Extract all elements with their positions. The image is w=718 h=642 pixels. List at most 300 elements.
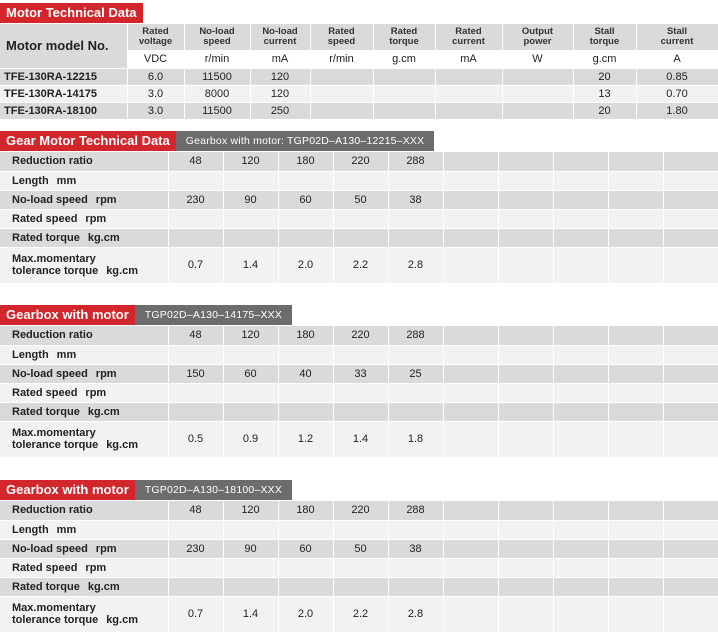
gear-value-cell: [608, 247, 663, 283]
gear-row-label: Length: [12, 174, 49, 187]
motor-model-cell: TFE-130RA-18100: [0, 102, 127, 119]
gear-value-cell: [498, 577, 553, 596]
gear-value-cell: [553, 152, 608, 171]
gear-value-cell: 50: [333, 539, 388, 558]
gear-row-label-cell: [0, 558, 168, 577]
gear-row-unit: kg.cm: [87, 405, 120, 418]
gear-row: [0, 364, 718, 383]
gear-value-cell: [388, 228, 443, 247]
gear-value-cell: [168, 558, 223, 577]
gear-value-cell: [388, 520, 443, 539]
gear-value-cell: [553, 383, 608, 402]
gear-value-cell: [498, 364, 553, 383]
gear-value-cell: [498, 383, 553, 402]
gear-row: [0, 152, 718, 171]
gear-value-cell: [333, 520, 388, 539]
gear-value-cell: [663, 345, 718, 364]
gear-value-cell: [278, 209, 333, 228]
gear-value-cell: 38: [388, 190, 443, 209]
gear-value-cell: 180: [278, 326, 333, 345]
gear-row-unit: kg.cm: [106, 614, 138, 626]
gear-value-cell: [663, 596, 718, 632]
gear-row-label-cell: [0, 402, 168, 421]
gear-value-cell: [498, 171, 553, 190]
gear-table: [0, 152, 718, 284]
gear-value-cell: 2.2: [333, 596, 388, 632]
gear-value-cell: [443, 209, 498, 228]
gear-value-cell: [553, 209, 608, 228]
gear-value-cell: [498, 596, 553, 632]
gear-value-cell: [608, 421, 663, 457]
gear-value-cell: 230: [168, 539, 223, 558]
gear-value-cell: 2.8: [388, 596, 443, 632]
gear-row-unit: kg.cm: [106, 265, 138, 277]
gear-row-label-cell: [0, 364, 168, 383]
gear-value-cell: [223, 402, 278, 421]
gear-value-cell: 120: [223, 326, 278, 345]
gear-row-label: Max.momentary tolerance torque: [12, 427, 99, 451]
motor-value-cell: [502, 68, 573, 85]
gear-row: [0, 190, 718, 209]
motor-value-cell: 3.0: [127, 85, 184, 102]
gear-row: [0, 558, 718, 577]
motor-unit-cell: g.cm: [573, 50, 636, 68]
gear-value-cell: [388, 383, 443, 402]
gear-row-unit: rpm: [95, 367, 117, 380]
gear-value-cell: [443, 326, 498, 345]
gear-value-cell: [663, 326, 718, 345]
motor-row: [0, 85, 718, 102]
gear-value-cell: [443, 171, 498, 190]
gear-value-cell: 48: [168, 152, 223, 171]
gear-value-cell: [553, 558, 608, 577]
gear-value-cell: 90: [223, 539, 278, 558]
gear-value-cell: [608, 326, 663, 345]
gear-value-cell: [608, 501, 663, 520]
gear-row-label: Length: [12, 523, 49, 536]
motor-value-cell: 11500: [184, 68, 250, 85]
gear-section-title: Gearbox with motor: [0, 480, 135, 500]
motor-table: [0, 24, 718, 120]
gear-value-cell: 180: [278, 501, 333, 520]
motor-section-header: [0, 3, 143, 23]
gear-section-title: Gearbox with motor: [0, 305, 135, 325]
gear-row: [0, 326, 718, 345]
motor-value-cell: 0.85: [636, 68, 718, 85]
gear-value-cell: [663, 209, 718, 228]
gear-value-cell: [278, 577, 333, 596]
gear-value-cell: 48: [168, 326, 223, 345]
gear-value-cell: [223, 383, 278, 402]
gear-value-cell: [608, 596, 663, 632]
gear-value-cell: [443, 190, 498, 209]
motor-model-cell: TFE-130RA-14175: [0, 85, 127, 102]
motor-value-cell: [502, 85, 573, 102]
motor-value-cell: [373, 68, 435, 85]
gear-value-cell: 220: [333, 152, 388, 171]
motor-row: [0, 68, 718, 85]
motor-unit-cell: g.cm: [373, 50, 435, 68]
motor-value-cell: 250: [250, 102, 310, 119]
gear-section-subtitle: TGP02D–A130–14175–XXX: [135, 305, 292, 325]
gear-row: [0, 577, 718, 596]
gear-row-label-cell: [0, 247, 168, 283]
gear-section-subtitle: Gearbox with motor: TGP02D–A130–12215–XXX: [176, 131, 435, 151]
motor-col-header: Output power: [502, 24, 573, 50]
motor-value-cell: 3.0: [127, 102, 184, 119]
gear-row-label-cell: [0, 577, 168, 596]
gear-value-cell: 1.4: [223, 247, 278, 283]
gear-value-cell: [498, 209, 553, 228]
gear-value-cell: [443, 228, 498, 247]
gear-value-cell: [278, 402, 333, 421]
gear-row-unit: kg.cm: [87, 580, 120, 593]
gear-value-cell: [333, 558, 388, 577]
gear-row: [0, 345, 718, 364]
gear-section-title: Gear Motor Technical Data: [0, 131, 176, 151]
gear-value-cell: [443, 383, 498, 402]
gear-value-cell: [388, 558, 443, 577]
gear-value-cell: 180: [278, 152, 333, 171]
motor-value-cell: [310, 68, 373, 85]
motor-unit-cell: r/min: [184, 50, 250, 68]
gear-value-cell: 25: [388, 364, 443, 383]
motor-unit-cell: r/min: [310, 50, 373, 68]
gear-value-cell: [443, 558, 498, 577]
gear-row-unit: kg.cm: [87, 231, 120, 244]
gear-value-cell: [223, 171, 278, 190]
gear-row-label: Max.momentary tolerance torque: [12, 253, 99, 277]
gear-value-cell: [443, 345, 498, 364]
gear-value-cell: [663, 520, 718, 539]
gear-value-cell: [278, 558, 333, 577]
gear-value-cell: 0.7: [168, 247, 223, 283]
gear-row-label: No-load speed: [12, 542, 88, 555]
gear-value-cell: 2.0: [278, 247, 333, 283]
gear-value-cell: [498, 402, 553, 421]
gear-value-cell: [443, 402, 498, 421]
gear-value-cell: [443, 247, 498, 283]
gear-row-label: Max.momentary tolerance torque: [12, 602, 99, 626]
gear-value-cell: [608, 190, 663, 209]
gear-value-cell: [223, 577, 278, 596]
gear-value-cell: [443, 520, 498, 539]
gear-value-cell: [553, 190, 608, 209]
motor-col-header: Stall current: [636, 24, 718, 50]
motor-col-header: Rated current: [435, 24, 502, 50]
gear-value-cell: [223, 345, 278, 364]
gear-value-cell: [443, 421, 498, 457]
gear-value-cell: [168, 345, 223, 364]
gear-row: [0, 383, 718, 402]
gear-value-cell: [168, 402, 223, 421]
gear-value-cell: 90: [223, 190, 278, 209]
gear-row-label-cell: [0, 596, 168, 632]
gear-value-cell: [663, 190, 718, 209]
gear-value-cell: [333, 345, 388, 364]
motor-col-header: No-load current: [250, 24, 310, 50]
gear-value-cell: [388, 345, 443, 364]
gear-section-header: [0, 305, 292, 325]
motor-value-cell: 120: [250, 68, 310, 85]
motor-value-cell: 6.0: [127, 68, 184, 85]
motor-unit-cell: VDC: [127, 50, 184, 68]
gear-value-cell: [498, 539, 553, 558]
gear-row: [0, 247, 718, 283]
gear-row-label: Reduction ratio: [12, 504, 93, 517]
gear-value-cell: [168, 228, 223, 247]
motor-col-header: Rated speed: [310, 24, 373, 50]
motor-value-cell: [435, 102, 502, 119]
gear-value-cell: [663, 421, 718, 457]
gear-value-cell: [553, 326, 608, 345]
gear-value-cell: [553, 364, 608, 383]
gear-row-label: Rated speed: [12, 212, 78, 225]
gear-row: [0, 520, 718, 539]
gear-value-cell: 2.0: [278, 596, 333, 632]
gear-row-label-cell: [0, 209, 168, 228]
gear-value-cell: 1.8: [388, 421, 443, 457]
gear-value-cell: [608, 228, 663, 247]
gear-value-cell: [608, 577, 663, 596]
motor-value-cell: 20: [573, 102, 636, 119]
gear-value-cell: [168, 520, 223, 539]
gear-value-cell: [168, 383, 223, 402]
gear-row-label: Rated speed: [12, 561, 78, 574]
gear-value-cell: [553, 577, 608, 596]
gear-value-cell: [553, 247, 608, 283]
gear-value-cell: [553, 520, 608, 539]
gear-value-cell: 0.7: [168, 596, 223, 632]
gear-value-cell: [333, 209, 388, 228]
gear-value-cell: [663, 364, 718, 383]
gear-row: [0, 402, 718, 421]
motor-model-header: Motor model No.: [0, 24, 127, 68]
gear-value-cell: 0.9: [223, 421, 278, 457]
gear-value-cell: 288: [388, 326, 443, 345]
gear-value-cell: [663, 539, 718, 558]
motor-col-header: Rated torque: [373, 24, 435, 50]
motor-row: [0, 102, 718, 119]
gear-row-label-cell: [0, 421, 168, 457]
gear-value-cell: [498, 228, 553, 247]
gear-value-cell: 1.4: [333, 421, 388, 457]
motor-unit-cell: mA: [250, 50, 310, 68]
gear-row-label-cell: [0, 190, 168, 209]
gear-value-cell: [443, 577, 498, 596]
gear-row: [0, 228, 718, 247]
gear-value-cell: 0.5: [168, 421, 223, 457]
gear-value-cell: [388, 209, 443, 228]
gear-row: [0, 171, 718, 190]
gear-value-cell: [223, 209, 278, 228]
gear-value-cell: [443, 152, 498, 171]
gear-row-label: Rated torque: [12, 580, 80, 593]
gear-value-cell: [168, 171, 223, 190]
gear-section-subtitle: TGP02D–A130–18100–XXX: [135, 480, 292, 500]
gear-row-label-cell: [0, 501, 168, 520]
gear-value-cell: 2.2: [333, 247, 388, 283]
gear-value-cell: [278, 520, 333, 539]
gear-value-cell: [608, 402, 663, 421]
motor-value-cell: [373, 85, 435, 102]
gear-value-cell: [498, 152, 553, 171]
gear-value-cell: 150: [168, 364, 223, 383]
gear-value-cell: [663, 577, 718, 596]
gear-row-label-cell: [0, 520, 168, 539]
motor-value-cell: 120: [250, 85, 310, 102]
gear-value-cell: [443, 501, 498, 520]
motor-value-cell: 20: [573, 68, 636, 85]
gear-value-cell: [333, 402, 388, 421]
gear-value-cell: [333, 171, 388, 190]
gear-value-cell: [608, 364, 663, 383]
gear-value-cell: [498, 501, 553, 520]
gear-row: [0, 539, 718, 558]
gear-value-cell: [553, 539, 608, 558]
gear-value-cell: [223, 228, 278, 247]
gear-value-cell: [663, 228, 718, 247]
motor-value-cell: [435, 85, 502, 102]
gear-row-unit: mm: [56, 348, 77, 361]
gear-value-cell: [333, 577, 388, 596]
gear-value-cell: [663, 171, 718, 190]
motor-unit-cell: mA: [435, 50, 502, 68]
motor-col-header: Stall torque: [573, 24, 636, 50]
gear-value-cell: [443, 596, 498, 632]
gear-table: [0, 326, 718, 458]
gear-value-cell: 120: [223, 152, 278, 171]
gear-value-cell: [168, 577, 223, 596]
gear-value-cell: [663, 247, 718, 283]
gear-row-label: Rated torque: [12, 405, 80, 418]
gear-value-cell: 220: [333, 326, 388, 345]
gear-row-label-cell: [0, 152, 168, 171]
gear-value-cell: [333, 383, 388, 402]
motor-value-cell: [435, 68, 502, 85]
gear-row-unit: rpm: [95, 542, 117, 555]
gear-value-cell: [168, 209, 223, 228]
gear-section-header: [0, 131, 434, 151]
gear-value-cell: [223, 558, 278, 577]
gear-value-cell: 1.2: [278, 421, 333, 457]
motor-value-cell: 11500: [184, 102, 250, 119]
gear-row-label: Length: [12, 348, 49, 361]
gear-value-cell: 220: [333, 501, 388, 520]
gear-value-cell: [443, 364, 498, 383]
gear-row-label-cell: [0, 171, 168, 190]
gear-row-label-cell: [0, 326, 168, 345]
gear-row-unit: mm: [56, 174, 77, 187]
gear-value-cell: [608, 558, 663, 577]
gear-row: [0, 501, 718, 520]
gear-value-cell: [498, 190, 553, 209]
gear-value-cell: 50: [333, 190, 388, 209]
motor-value-cell: [310, 85, 373, 102]
gear-value-cell: [223, 520, 278, 539]
motor-col-header: Rated voltage: [127, 24, 184, 50]
gear-value-cell: 230: [168, 190, 223, 209]
gear-row: [0, 421, 718, 457]
gear-row-label-cell: [0, 539, 168, 558]
gear-value-cell: [608, 152, 663, 171]
gear-value-cell: [498, 520, 553, 539]
gear-value-cell: [278, 383, 333, 402]
gear-row-label: Rated speed: [12, 386, 78, 399]
gear-value-cell: [388, 171, 443, 190]
gear-value-cell: [278, 345, 333, 364]
gear-value-cell: 40: [278, 364, 333, 383]
motor-model-cell: TFE-130RA-12215: [0, 68, 127, 85]
gear-value-cell: [608, 520, 663, 539]
motor-section-title: Motor Technical Data: [0, 3, 143, 23]
gear-value-cell: [553, 171, 608, 190]
motor-value-cell: 1.80: [636, 102, 718, 119]
gear-row-unit: rpm: [95, 193, 117, 206]
gear-value-cell: [608, 539, 663, 558]
gear-value-cell: [333, 228, 388, 247]
gear-value-cell: [498, 558, 553, 577]
gear-row-unit: rpm: [85, 386, 107, 399]
gear-value-cell: [608, 383, 663, 402]
gear-row-label-cell: [0, 228, 168, 247]
gear-value-cell: [553, 402, 608, 421]
motor-value-cell: [502, 102, 573, 119]
gear-row-unit: rpm: [85, 212, 107, 225]
gear-row: [0, 209, 718, 228]
gear-value-cell: 48: [168, 501, 223, 520]
gear-value-cell: [498, 326, 553, 345]
gear-value-cell: [608, 209, 663, 228]
gear-value-cell: [498, 345, 553, 364]
gear-value-cell: [553, 501, 608, 520]
motor-value-cell: [310, 102, 373, 119]
gear-row-label-cell: [0, 345, 168, 364]
gear-value-cell: [663, 383, 718, 402]
gear-row-label: No-load speed: [12, 367, 88, 380]
gear-value-cell: [443, 539, 498, 558]
gear-value-cell: [553, 228, 608, 247]
gear-value-cell: [498, 421, 553, 457]
gear-value-cell: [608, 345, 663, 364]
gear-value-cell: [278, 228, 333, 247]
gear-value-cell: 288: [388, 152, 443, 171]
gear-value-cell: 33: [333, 364, 388, 383]
gear-row-label: Reduction ratio: [12, 155, 93, 168]
motor-header-row: [0, 24, 718, 50]
gear-section-header: [0, 480, 292, 500]
motor-unit-cell: A: [636, 50, 718, 68]
gear-row-label: No-load speed: [12, 193, 88, 206]
gear-row-unit: mm: [56, 523, 77, 536]
gear-row-unit: rpm: [85, 561, 107, 574]
gear-value-cell: [278, 171, 333, 190]
motor-value-cell: [373, 102, 435, 119]
gear-value-cell: [498, 247, 553, 283]
gear-value-cell: [663, 558, 718, 577]
motor-unit-cell: W: [502, 50, 573, 68]
motor-value-cell: 13: [573, 85, 636, 102]
motor-col-header: No-load speed: [184, 24, 250, 50]
gear-value-cell: [388, 402, 443, 421]
gear-value-cell: 288: [388, 501, 443, 520]
gear-value-cell: 38: [388, 539, 443, 558]
gear-value-cell: [663, 152, 718, 171]
gear-value-cell: [608, 171, 663, 190]
gear-value-cell: 60: [223, 364, 278, 383]
gear-value-cell: [663, 402, 718, 421]
gear-row: [0, 596, 718, 632]
